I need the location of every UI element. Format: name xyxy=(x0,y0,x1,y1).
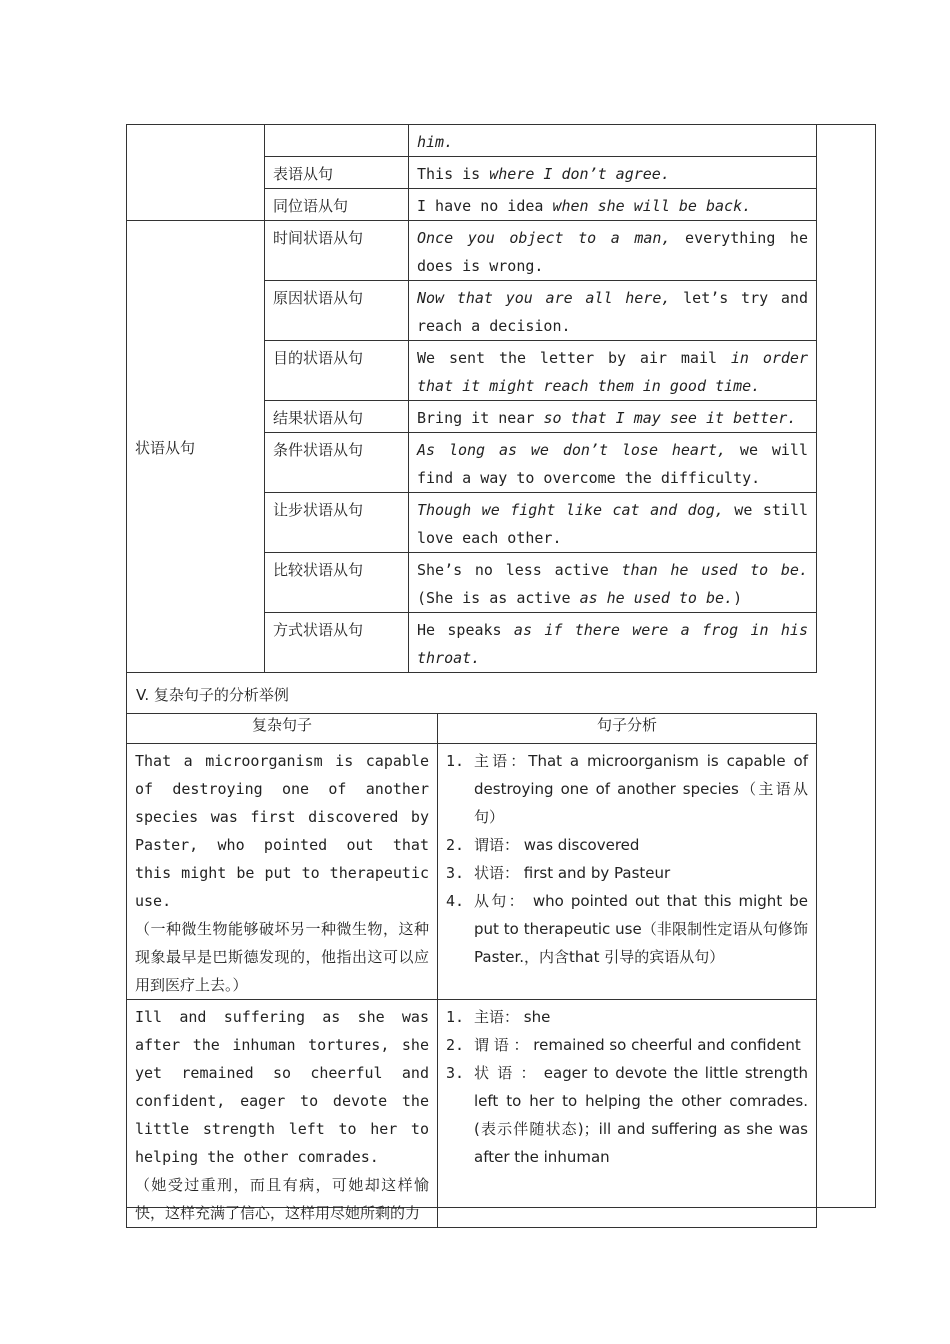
example-cell: She’s no less active than he used to be. (She is as active as he used to be.) xyxy=(409,553,817,613)
clause-type-cell: 条件状语从句 xyxy=(265,433,409,493)
clause-type-cell: 比较状语从句 xyxy=(265,553,409,613)
sentence-cell xyxy=(127,1000,438,1228)
example-cell: As long as we don’t lose heart, we will find a way to overcome the difficulty. xyxy=(409,433,817,493)
sentence-cell xyxy=(127,744,438,1000)
section-heading: V. 复杂句子的分析举例 xyxy=(136,686,289,704)
sentence-translation: （她受过重刑，而且有病，可她却这样愉快，这样充满了信心，这样用尽她所剩的力 xyxy=(135,1176,429,1222)
analysis-list xyxy=(446,1003,808,1171)
clause-type-cell: 让步状语从句 xyxy=(265,493,409,553)
list-item: 2. 谓语： was discovered xyxy=(446,836,640,854)
table-header-row xyxy=(127,714,817,744)
clause-type-cell: 表语从句 xyxy=(265,157,409,189)
clause-type-cell: 原因状语从句 xyxy=(265,281,409,341)
clause-table xyxy=(126,124,817,673)
list-item: 2. 谓 语 ： remained so cheerful and confident xyxy=(446,1036,801,1054)
analysis-cell xyxy=(438,744,817,1000)
example-cell: Once you object to a man, everything he does is wrong. xyxy=(409,221,817,281)
column-header-analysis: 句子分析 xyxy=(438,714,817,744)
list-item: 1. 主语： she xyxy=(446,1008,551,1026)
clause-type-cell xyxy=(265,125,409,157)
column-header-sentence: 复杂句子 xyxy=(127,714,438,744)
example-cell: This is where I don’t agree. xyxy=(409,157,817,189)
clause-type-cell: 同位语从句 xyxy=(265,189,409,221)
analysis-cell xyxy=(438,1000,817,1228)
clause-type-cell: 目的状语从句 xyxy=(265,341,409,401)
clause-type-cell: 结果状语从句 xyxy=(265,401,409,433)
list-item: 3. 状 语 ： eager to devote the little strength left to her to helping the other comrades. (表示伴随状态)；ill and suffering as she was after the inhuman xyxy=(446,1064,808,1166)
sentence-translation: （一种微生物能够破坏另一种微生物，这种现象最早是巴斯德发现的，他指出这可以应用到医疗上去。） xyxy=(135,920,429,994)
example-cell: him. xyxy=(409,125,817,157)
example-cell: Bring it near so that I may see it better. xyxy=(409,401,817,433)
category-cell: 状语从句 xyxy=(127,221,265,673)
example-cell: We sent the letter by air mail in order that it might reach them in good time. xyxy=(409,341,817,401)
analysis-table xyxy=(126,713,817,1228)
clause-type-cell: 方式状语从句 xyxy=(265,613,409,673)
table-row xyxy=(127,221,817,281)
list-item: 1. 主语：That a microorganism is capable of destroying one of another species（主语从句） xyxy=(446,752,808,826)
analysis-list xyxy=(446,747,808,971)
category-cell-empty xyxy=(127,125,265,221)
example-cell: Now that you are all here, let’s try and reach a decision. xyxy=(409,281,817,341)
example-cell: I have no idea when she will be back. xyxy=(409,189,817,221)
complex-sentence: Ill and suffering as she was after the inhuman tortures, she yet remained so cheerful and confident, eager to devote the little strength left to her to helping the other comrades. xyxy=(135,1008,429,1166)
example-cell: Though we fight like cat and dog, we still love each other. xyxy=(409,493,817,553)
clause-type-cell: 时间状语从句 xyxy=(265,221,409,281)
table-row xyxy=(127,125,817,157)
complex-sentence: That a microorganism is capable of destroying one of another species was first discovered by Paster, who pointed out that this might be put to therapeutic use. xyxy=(135,752,429,910)
list-item: 4. 从句： who pointed out that this might be put to therapeutic use（非限制性定语从句修饰Paster.，内含that 引导的宾语从句） xyxy=(446,892,808,966)
list-item: 3. 状语： first and by Pasteur xyxy=(446,864,671,882)
example-cell: He speaks as if there were a frog in his throat. xyxy=(409,613,817,673)
table-row xyxy=(127,1000,817,1228)
table-row xyxy=(127,744,817,1000)
